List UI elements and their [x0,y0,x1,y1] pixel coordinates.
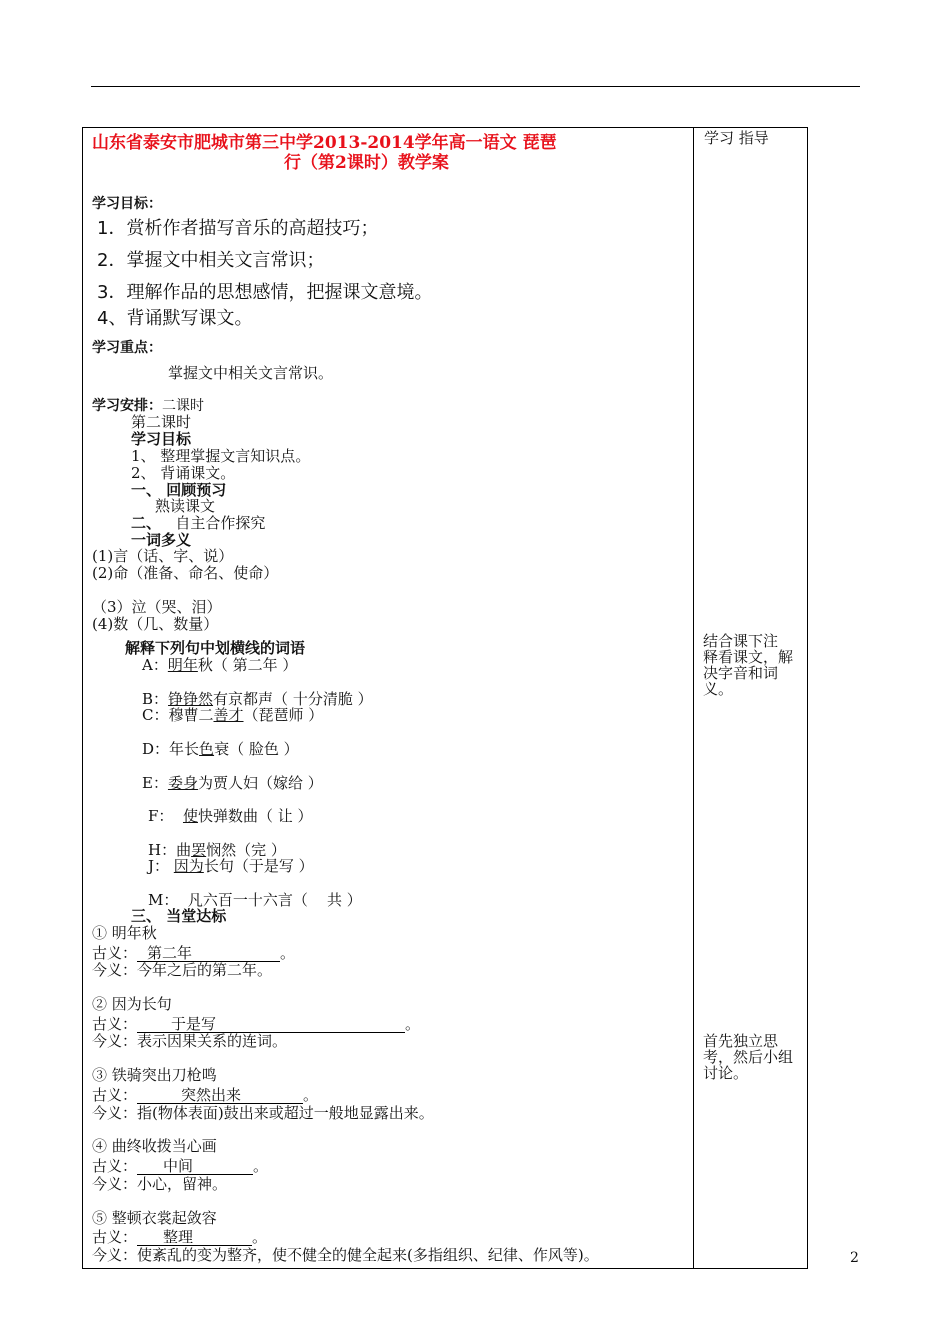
page-title-line2: 行（第2课时）教学案 [284,153,449,173]
focus-label: 学习重点： [92,340,162,356]
explain-item-d: D：年长色衰（ 脸色 ） [142,740,299,758]
side-note-1: 结合课下注 释看课文，解 决字音和词 义。 [703,632,794,698]
polysemy-item: (4)数（几、数量） [92,615,219,633]
polysemy-label: 一词多义 [131,531,192,549]
explore-line: 二、 自主合作探究 [131,514,266,532]
review-label: 一、 回顾预习 [131,481,227,499]
page-number: 2 [850,1250,859,1266]
explain-item-h: H：曲罢悯然（完 ） [148,841,286,859]
focus-text: 掌握文中相关文言常识。 [168,364,334,382]
polysemy-item: (2)命（准备、命名、使命） [92,564,279,582]
practice-item-title: ③ 铁骑突出刀枪鸣 [92,1066,217,1084]
lesson-goal-item: 2、 背诵课文。 [131,464,236,482]
explain-item-c: C：穆曹二善才（琵琶师 ） [142,706,324,724]
practice-label: 三、 当堂达标 [131,907,227,925]
lesson-goal-label: 学习目标 [131,430,192,448]
explain-item-b: B：铮铮然有京都声（ 十分清脆 ） [142,690,373,708]
review-text: 熟读课文 [155,497,216,515]
practice-item-title: ④ 曲终收拨当心画 [92,1137,217,1155]
schedule-line: 学习安排：二课时 [92,398,204,414]
goal-item: 4、背诵默写课文。 [97,308,253,329]
lesson-goal-item: 1、 整理掌握文言知识点。 [131,447,311,465]
polysemy-item: （3）泣（哭、泪） [92,598,222,616]
practice-modern: 今义：指(物体表面)鼓出来或超过一般地显露出来。 [92,1104,434,1122]
explain-label: 解释下列句中划横线的词语 [125,639,306,657]
explain-item-j: J： 因为长句（于是写 ） [148,857,314,875]
practice-ancient: 古义： 突然出来 。 [92,1086,319,1104]
practice-item-title: ① 明年秋 [92,924,157,942]
explain-item-a: A：明年秋（ 第二年 ） [142,656,298,674]
polysemy-item: (1)言（话、字、说） [92,547,234,565]
practice-item-title: ② 因为长句 [92,995,172,1013]
practice-item-title: ⑤ 整顿衣裳起敛容 [92,1209,217,1227]
side-heading: 学习 指导 [704,129,769,147]
practice-ancient: 古义： 第二年 。 [92,944,296,962]
explain-item-e: E：委身为贾人妇（嫁给 ） [142,774,323,792]
practice-ancient: 古义： 中间 。 [92,1157,269,1175]
explain-item-f: F： 使快弹数曲（ 让 ） [148,807,313,825]
goals-label: 学习目标： [92,196,162,212]
table-divider [693,127,694,1269]
explain-item-m: M： 凡六百一十六言（ 共 ） [148,891,362,909]
practice-modern: 今义：今年之后的第二年。 [92,961,273,979]
practice-ancient: 古义： 于是写 。 [92,1015,421,1033]
side-note-2: 首先独立思 考，然后小组 讨论。 [703,1032,794,1082]
practice-modern: 今义：使紊乱的变为整齐，使不健全的健全起来(多指组织、纪律、作风等)。 [92,1246,599,1264]
practice-ancient: 古义： 整理 。 [92,1228,268,1246]
practice-modern: 今义：表示因果关系的连词。 [92,1032,288,1050]
goal-item: 1．赏析作者描写音乐的高超技巧； [97,218,379,239]
goal-item: 3．理解作品的思想感情，把握课文意境。 [97,282,433,303]
lesson-label: 第二课时 [131,413,192,431]
page-title-line1: 山东省泰安市肥城市第三中学2013-2014学年高一语文 琵琶 [92,133,557,153]
practice-modern: 今义：小心，留神。 [92,1175,228,1193]
goal-item: 2．掌握文中相关文言常识； [97,250,325,271]
header-rule [91,86,860,87]
